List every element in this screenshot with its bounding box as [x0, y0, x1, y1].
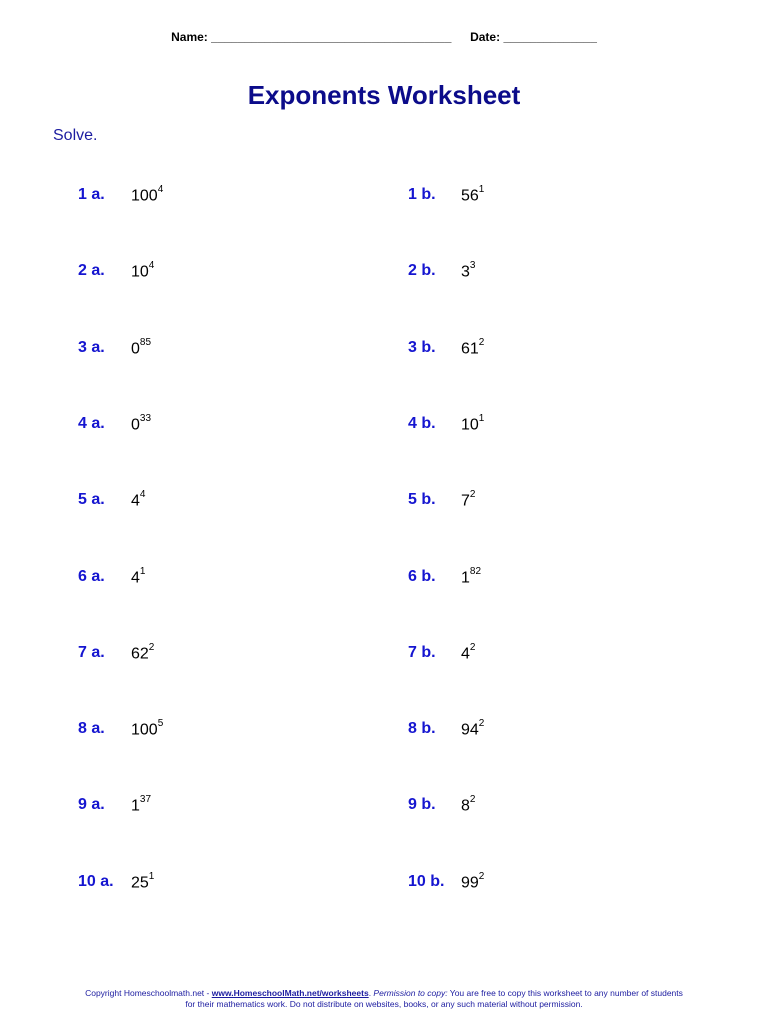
exponent: 1	[148, 871, 155, 882]
instructions: Solve.	[53, 127, 98, 144]
base: 4	[131, 492, 140, 510]
date-blank: ______________	[503, 30, 597, 44]
exponent-expression	[461, 339, 484, 358]
name-label: Name:	[171, 30, 208, 44]
base: 94	[461, 721, 479, 739]
base: 0	[131, 416, 140, 434]
header-fields	[0, 30, 768, 44]
problem-number: 7 b.	[408, 644, 436, 661]
problem-number: 3 b.	[408, 339, 436, 356]
exponent-expression	[131, 873, 154, 892]
exponent-expression	[461, 873, 484, 892]
exponent-expression	[131, 339, 151, 358]
problem-number: 8 b.	[408, 720, 436, 737]
problem-number: 2 b.	[408, 262, 436, 279]
exponent-expression	[461, 186, 484, 205]
exponent-expression	[131, 796, 151, 815]
page-title: Exponents Worksheet	[247, 80, 521, 110]
problem-number: 4 a.	[78, 415, 105, 432]
footer	[80, 988, 688, 1010]
base: 10	[461, 416, 479, 434]
exponent: 37	[139, 794, 152, 805]
problem-number: 5 a.	[78, 491, 105, 508]
exponent-expression	[461, 262, 475, 281]
exponent: 2	[469, 794, 476, 805]
footer-link[interactable]: www.HomeschoolMath.net/worksheets	[211, 988, 369, 998]
base: 7	[461, 492, 470, 510]
base: 3	[461, 263, 470, 281]
name-blank: ____________________________________	[211, 30, 452, 44]
exponent-expression	[461, 644, 475, 663]
exponent-expression	[461, 415, 484, 434]
exponent: 1	[139, 566, 146, 577]
exponent: 1	[478, 413, 485, 424]
problem-number: 10 b.	[408, 873, 445, 890]
base: 8	[461, 797, 470, 815]
exponent: 2	[148, 642, 155, 653]
base: 62	[131, 645, 149, 663]
exponent: 2	[469, 489, 476, 500]
exponent: 5	[157, 718, 164, 729]
exponent-expression	[131, 491, 145, 510]
base: 1	[131, 797, 140, 815]
problem-number: 6 a.	[78, 568, 105, 585]
exponent: 33	[139, 413, 152, 424]
problem-number: 9 b.	[408, 796, 436, 813]
exponent-expression	[131, 568, 145, 587]
exponent: 2	[478, 718, 485, 729]
date-label: Date:	[470, 30, 501, 44]
base: 0	[131, 340, 140, 358]
exponent-expression	[461, 720, 484, 739]
exponent: 2	[469, 642, 476, 653]
exponent-expression	[131, 644, 154, 663]
footer-permission-text: You are free to copy this worksheet to any number of students for their mathematics work. Do not distribute on websites, books, or any such material without permission.	[185, 988, 683, 1009]
problem-number: 9 a.	[78, 796, 105, 813]
exponent-expression	[461, 568, 481, 587]
footer-copyright: Copyright Homeschoolmath.net -	[85, 988, 212, 998]
problem-number: 1 a.	[78, 186, 105, 203]
exponent-expression	[461, 796, 475, 815]
footer-separator: .	[368, 988, 374, 998]
base: 4	[131, 569, 140, 587]
base: 100	[131, 187, 158, 205]
problem-number: 7 a.	[78, 644, 105, 661]
exponent: 1	[478, 184, 485, 195]
exponent: 4	[148, 260, 155, 271]
exponent-expression	[131, 262, 154, 281]
problem-number: 8 a.	[78, 720, 105, 737]
exponent: 4	[139, 489, 146, 500]
problem-number: 3 a.	[78, 339, 105, 356]
exponent: 3	[469, 260, 476, 271]
problem-number: 5 b.	[408, 491, 436, 508]
exponent: 4	[157, 184, 164, 195]
exponent-expression	[131, 415, 151, 434]
problem-number: 2 a.	[78, 262, 105, 279]
base: 99	[461, 874, 479, 892]
base: 25	[131, 874, 149, 892]
exponent: 82	[469, 566, 482, 577]
exponent-expression	[131, 186, 163, 205]
base: 4	[461, 645, 470, 663]
exponent: 2	[478, 337, 485, 348]
footer-permission-label: Permission to copy:	[373, 988, 448, 998]
problem-number: 10 a.	[78, 873, 114, 890]
problem-number: 6 b.	[408, 568, 436, 585]
base: 1	[461, 569, 470, 587]
base: 61	[461, 340, 479, 358]
problem-number: 4 b.	[408, 415, 436, 432]
exponent-expression	[461, 491, 475, 510]
base: 10	[131, 263, 149, 281]
base: 56	[461, 187, 479, 205]
exponent-expression	[131, 720, 163, 739]
problem-number: 1 b.	[408, 186, 436, 203]
exponent: 2	[478, 871, 485, 882]
exponent: 85	[139, 337, 152, 348]
base: 100	[131, 721, 158, 739]
